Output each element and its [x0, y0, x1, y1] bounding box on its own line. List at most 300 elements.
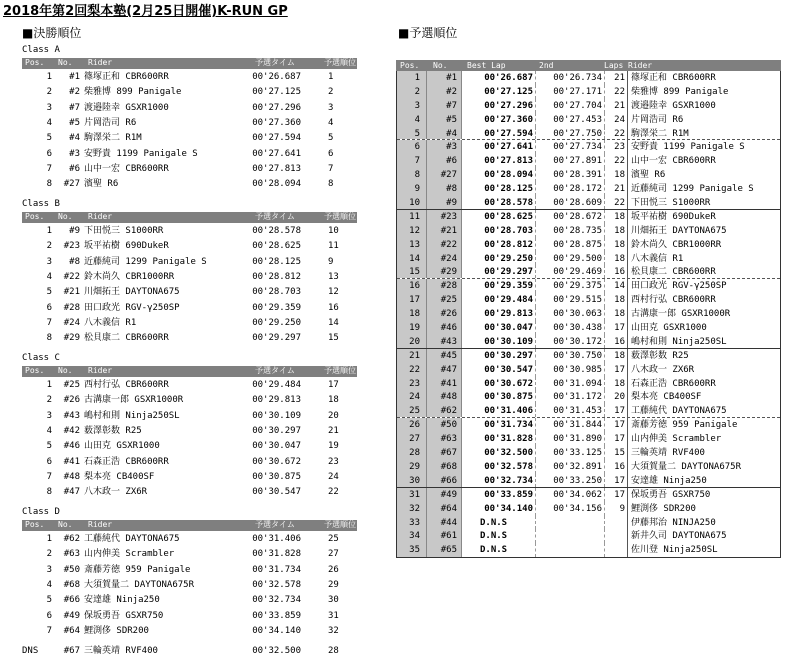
result-rider: 渡邉陸幸 GSXR1000	[84, 102, 169, 113]
result-time: 00'27.360	[252, 117, 301, 128]
qual-pos: 25	[397, 404, 427, 417]
qual-laps: 17	[605, 418, 628, 432]
qual-best-lap: 00'31.406	[462, 404, 536, 417]
col-no-header: No.	[58, 212, 73, 221]
col-time-header: 予選タイム	[255, 212, 295, 221]
result-rank: 1	[328, 72, 334, 82]
result-pos: 1	[46, 72, 52, 82]
qual-no: #48	[427, 390, 462, 404]
qual-pos: 9	[397, 182, 427, 196]
col-pos-header: Pos.	[25, 520, 45, 529]
qual-no: #7	[427, 99, 462, 113]
result-row	[22, 593, 357, 607]
result-rider: 駒澤栄二 R1M	[84, 133, 142, 144]
qualifying-row	[397, 404, 780, 418]
result-no: #5	[69, 117, 80, 128]
result-pos: 3	[46, 102, 52, 113]
result-time: 00'28.578	[252, 226, 301, 236]
result-row	[22, 393, 357, 407]
qual-rider: 下田悦三 S1000RR	[631, 198, 711, 209]
qual-rider: 片岡浩司 R6	[631, 114, 684, 125]
qualifying-row	[397, 140, 780, 154]
qual-rider: 佐川登 Ninja250SL	[631, 545, 718, 556]
result-time: 00'26.687	[252, 72, 301, 82]
final-results-heading: ■決勝順位	[22, 26, 82, 40]
qual-laps: 17	[605, 488, 628, 502]
qual-no: #61	[427, 529, 462, 543]
result-rank: 19	[328, 441, 339, 452]
col-pos-header: Pos.	[25, 58, 45, 67]
result-time: 00'28.625	[252, 241, 301, 252]
result-pos: 3	[46, 256, 52, 267]
result-row	[22, 331, 357, 345]
qualifying-row	[397, 252, 780, 266]
result-time: 00'30.297	[252, 425, 301, 436]
result-row	[22, 409, 357, 423]
result-rider: 片岡浩司 R6	[84, 117, 137, 128]
qual-rider: 安達雄 Ninja250	[631, 475, 707, 486]
result-no: #47	[63, 487, 80, 498]
result-pos: 5	[46, 595, 52, 606]
qualifying-row	[397, 224, 780, 238]
qual-second-lap: 00'34.156	[536, 502, 605, 516]
result-row	[22, 85, 357, 99]
qual-second-lap	[536, 529, 605, 543]
qualifying-row	[397, 488, 780, 502]
qualifying-row	[397, 238, 780, 252]
col-rank-header: 予選順位	[324, 212, 356, 221]
qual-best-lap: 00'27.594	[462, 127, 536, 140]
qual-rider: 薮澤彰数 R25	[631, 350, 689, 361]
qual-no: #9	[427, 196, 462, 209]
result-no: #21	[63, 287, 80, 298]
qual-second-lap: 00'30.438	[536, 321, 605, 335]
result-pos: 7	[46, 163, 52, 174]
qual-best-lap: 00'28.094	[462, 168, 536, 182]
result-rider: 梨本亮 CB400SF	[84, 471, 155, 482]
result-pos: 5	[46, 133, 52, 144]
qual-no: #23	[427, 210, 462, 224]
qual-pos: 30	[397, 474, 427, 487]
col-rider-header: Rider	[88, 520, 113, 529]
qual-best-lap: 00'30.875	[462, 390, 536, 404]
result-rank: 30	[328, 595, 339, 606]
result-rank: 31	[328, 610, 339, 621]
qual-second-lap: 00'29.469	[536, 265, 605, 278]
result-rider: 松貝康二 CBR600RR	[84, 333, 169, 344]
qual-best-lap: 00'29.484	[462, 293, 536, 307]
result-no: #25	[63, 380, 80, 390]
result-no: #2	[69, 87, 80, 98]
result-time: 00'27.594	[252, 133, 301, 144]
qual-laps: 17	[605, 321, 628, 335]
qual-laps: 22	[605, 127, 628, 140]
qual-best-lap: 00'29.250	[462, 252, 536, 266]
qual-pos: 28	[397, 446, 427, 460]
result-row	[22, 239, 357, 253]
qual-rider: 田口政光 RGV-γ250SP	[631, 281, 727, 292]
result-rank: 10	[328, 226, 339, 236]
result-rank: 8	[328, 179, 334, 190]
qual-no: #63	[427, 432, 462, 446]
qual-best-lap: 00'32.578	[462, 460, 536, 474]
result-rank: 16	[328, 302, 339, 313]
qualifying-row	[397, 127, 780, 141]
qual-rider: 斎藤芳徳 959 Panigale	[631, 420, 738, 431]
result-time: 00'30.547	[252, 487, 301, 498]
qual-no: #47	[427, 363, 462, 377]
qual-laps	[605, 543, 628, 557]
qual-no: #44	[427, 516, 462, 530]
result-rider: 安達雄 Ninja250	[84, 595, 160, 606]
result-time: 00'32.734	[252, 595, 301, 606]
qual-laps	[605, 529, 628, 543]
result-pos: 6	[46, 456, 52, 467]
qual-rider: 安野貴 1199 Panigale S	[631, 142, 745, 153]
result-rider: 篠塚正和 CBR600RR	[84, 72, 169, 82]
result-pos: 6	[46, 610, 52, 621]
qual-pos: 20	[397, 335, 427, 348]
qual-pos: 33	[397, 516, 427, 530]
qual-second-lap: 00'30.063	[536, 307, 605, 321]
qual-laps: 21	[605, 182, 628, 196]
result-pos: 2	[46, 241, 52, 252]
result-rider: 下田悦三 S1000RR	[84, 226, 164, 236]
qual-rider: 工藤純代 DAYTONA675	[631, 406, 727, 417]
result-rider: 保坂勇吾 GSXR750	[84, 610, 164, 621]
result-no: #26	[63, 395, 80, 406]
qual-no: #21	[427, 224, 462, 238]
qualifying-row	[397, 321, 780, 335]
qual-laps: 17	[605, 404, 628, 417]
qual-rider: 鯉渕侈 SDR200	[631, 503, 696, 514]
qual-pos: 32	[397, 502, 427, 516]
result-rider: 安野貴 1199 Panigale S	[84, 148, 198, 159]
col-laps-header: Laps	[604, 61, 624, 70]
qual-pos: 2	[397, 85, 427, 99]
qual-pos: 14	[397, 252, 427, 266]
qual-second-lap: 00'27.891	[536, 154, 605, 168]
qual-pos: 19	[397, 321, 427, 335]
col-time-header: 予選タイム	[255, 520, 295, 529]
result-pos: 5	[46, 287, 52, 298]
result-time: 00'28.812	[252, 271, 301, 282]
qualifying-rows	[396, 71, 781, 558]
result-row	[22, 224, 357, 238]
result-time: 00'30.875	[252, 471, 301, 482]
qual-rider: 八木義信 R1	[631, 253, 684, 264]
qual-second-lap: 00'28.172	[536, 182, 605, 196]
qual-second-lap: 00'28.609	[536, 196, 605, 209]
result-rank: 25	[328, 534, 339, 544]
qual-no: #66	[427, 474, 462, 487]
result-rank: 18	[328, 395, 339, 406]
result-time: 00'32.578	[252, 579, 301, 590]
qual-rider: 山内伸美 Scrambler	[631, 434, 722, 445]
result-no: #8	[69, 256, 80, 267]
qual-second-lap: 00'28.672	[536, 210, 605, 224]
qual-laps: 17	[605, 432, 628, 446]
result-pos: 1	[46, 534, 52, 544]
col-best-header: Best Lap	[467, 61, 506, 70]
dns-rank: 28	[328, 646, 339, 656]
qual-laps: 21	[605, 99, 628, 113]
qual-second-lap: 00'31.890	[536, 432, 605, 446]
qual-rider: 川畑拓王 DAYTONA675	[631, 225, 727, 236]
qual-no: #26	[427, 307, 462, 321]
dns-pos: DNS	[22, 646, 39, 656]
result-pos: 4	[46, 271, 52, 282]
result-no: #66	[63, 595, 80, 606]
result-row	[22, 609, 357, 623]
qual-best-lap: 00'27.641	[462, 140, 536, 154]
qual-laps: 18	[605, 252, 628, 266]
result-rider: 石森正浩 CBR600RR	[84, 456, 169, 467]
col-rider-header: Rider	[88, 366, 113, 375]
qual-rider: 梨本亮 CB400SF	[631, 392, 702, 403]
result-rider: 川畑拓王 DAYTONA675	[84, 287, 180, 298]
qual-best-lap: 00'30.047	[462, 321, 536, 335]
qualifying-row	[397, 182, 780, 196]
qual-best-lap: 00'33.859	[462, 488, 536, 502]
qual-rider: 三輪英靖 RVF400	[631, 448, 705, 459]
result-pos: 8	[46, 179, 52, 190]
result-rank: 24	[328, 471, 339, 482]
qualifying-row	[397, 196, 780, 210]
result-rider: 田口政光 RGV-γ250SP	[84, 302, 180, 313]
qual-best-lap: 00'31.828	[462, 432, 536, 446]
result-time: 00'29.250	[252, 317, 301, 328]
col-time-header: 予選タイム	[255, 58, 295, 67]
qual-pos: 26	[397, 418, 427, 432]
qualifying-row	[397, 335, 780, 349]
qual-best-lap: 00'32.734	[462, 474, 536, 487]
qual-pos: 15	[397, 265, 427, 278]
qual-best-lap: 00'31.734	[462, 418, 536, 432]
result-rank: 20	[328, 410, 339, 421]
qual-best-lap: 00'27.813	[462, 154, 536, 168]
result-time: 00'29.484	[252, 380, 301, 390]
qual-pos: 29	[397, 460, 427, 474]
final-header-row	[22, 520, 357, 531]
qualifying-row	[397, 377, 780, 391]
col-rider-header: Rider	[88, 212, 113, 221]
result-no: #49	[63, 610, 80, 621]
qual-laps: 22	[605, 85, 628, 99]
result-time: 00'27.813	[252, 163, 301, 174]
col-pos-header: Pos.	[400, 61, 420, 70]
qual-laps: 16	[605, 335, 628, 348]
qual-best-lap: 00'27.360	[462, 113, 536, 127]
qual-second-lap: 00'27.171	[536, 85, 605, 99]
result-no: #23	[63, 241, 80, 252]
qual-second-lap: 00'33.250	[536, 474, 605, 487]
result-rider: 斎藤芳徳 959 Panigale	[84, 564, 191, 575]
result-row	[22, 439, 357, 453]
result-row	[22, 270, 357, 284]
result-time: 00'29.359	[252, 302, 301, 313]
qual-rider: 山中一宏 CBR600RR	[631, 156, 716, 167]
result-rank: 4	[328, 117, 334, 128]
result-row	[22, 177, 357, 191]
result-rank: 29	[328, 579, 339, 590]
col-rank-header: 予選順位	[324, 366, 356, 375]
result-rank: 27	[328, 549, 339, 560]
result-time: 00'30.672	[252, 456, 301, 467]
result-rank: 6	[328, 148, 334, 159]
result-rank: 15	[328, 333, 339, 344]
qual-no: #28	[427, 279, 462, 293]
qual-pos: 11	[397, 210, 427, 224]
qual-best-lap: 00'29.813	[462, 307, 536, 321]
result-no: #46	[63, 441, 80, 452]
qual-pos: 23	[397, 377, 427, 391]
qual-no: #8	[427, 182, 462, 196]
qual-second-lap: 00'31.844	[536, 418, 605, 432]
qual-second-lap: 00'32.891	[536, 460, 605, 474]
result-time: 00'31.406	[252, 534, 301, 544]
qual-pos: 4	[397, 113, 427, 127]
result-rider: 嶋村和則 Ninja250SL	[84, 410, 180, 421]
qual-rider: 大須賀量二 DAYTONA675R	[631, 461, 742, 472]
qual-no: #46	[427, 321, 462, 335]
result-time: 00'31.828	[252, 549, 301, 560]
qual-best-lap: 00'28.703	[462, 224, 536, 238]
result-rank: 2	[328, 87, 334, 98]
qual-second-lap: 00'31.453	[536, 404, 605, 417]
result-pos: 7	[46, 625, 52, 636]
qual-best-lap: 00'30.297	[462, 349, 536, 363]
qual-rider: 渡邉陸幸 GSXR1000	[631, 100, 716, 111]
qual-pos: 16	[397, 279, 427, 293]
qual-rider: 古溝康一郎 GSXR1000R	[631, 309, 731, 320]
result-row	[22, 301, 357, 315]
qual-rider: 坂平祐樹 690DukeR	[631, 211, 716, 222]
qual-best-lap: 00'28.578	[462, 196, 536, 209]
qualifying-row	[397, 363, 780, 377]
result-row	[22, 101, 357, 115]
col-2nd-header: 2nd	[539, 61, 554, 70]
qual-laps: 16	[605, 460, 628, 474]
class-label: Class B	[22, 199, 60, 209]
qual-second-lap: 00'26.734	[536, 71, 605, 85]
qual-best-lap: 00'29.297	[462, 265, 536, 278]
result-rider: 鯉渕侈 SDR200	[84, 625, 149, 636]
result-rank: 9	[328, 256, 334, 267]
result-rank: 21	[328, 425, 339, 436]
qual-rider: 山田克 GSXR1000	[631, 323, 707, 334]
col-no-header: No.	[58, 520, 73, 529]
qual-rider: 保坂勇吾 GSXR750	[631, 489, 711, 500]
result-pos: 4	[46, 425, 52, 436]
result-rank: 22	[328, 487, 339, 498]
qualifying-row	[397, 265, 780, 279]
result-pos: 7	[46, 471, 52, 482]
result-row	[22, 532, 357, 546]
col-no-header: No.	[58, 366, 73, 375]
col-pos-header: Pos.	[25, 366, 45, 375]
qual-no: #62	[427, 404, 462, 417]
qual-second-lap: 00'27.734	[536, 140, 605, 154]
qual-laps: 18	[605, 377, 628, 391]
qualifying-row	[397, 432, 780, 446]
final-header-row	[22, 58, 357, 69]
qual-best-lap: 00'30.547	[462, 363, 536, 377]
qual-rider: 西村行弘 CBR600RR	[631, 295, 716, 306]
result-rank: 17	[328, 380, 339, 390]
qual-second-lap: 00'29.375	[536, 279, 605, 293]
qual-second-lap: 00'29.515	[536, 293, 605, 307]
qual-best-lap: 00'28.125	[462, 182, 536, 196]
qual-second-lap: 00'27.750	[536, 127, 605, 140]
col-rank-header: 予選順位	[324, 520, 356, 529]
qualifying-row	[397, 460, 780, 474]
qualifying-row	[397, 307, 780, 321]
qual-laps: 16	[605, 265, 628, 278]
result-rider: 工藤純代 DAYTONA675	[84, 534, 180, 544]
result-pos: 8	[46, 333, 52, 344]
result-row	[22, 316, 357, 330]
qualifying-row	[397, 543, 780, 557]
qual-no: #4	[427, 127, 462, 140]
qualifying-row	[397, 446, 780, 460]
qualifying-row	[397, 349, 780, 363]
final-header-row	[22, 366, 357, 377]
qual-rider: 松貝康二 CBR600RR	[631, 267, 716, 278]
qual-pos: 13	[397, 238, 427, 252]
result-no: #62	[63, 534, 80, 544]
result-rider: 山田克 GSXR1000	[84, 441, 160, 452]
result-row	[22, 470, 357, 484]
result-pos: 3	[46, 564, 52, 575]
result-time: 00'28.094	[252, 179, 301, 190]
result-row	[22, 285, 357, 299]
qual-laps: 18	[605, 168, 628, 182]
result-rider: 鈴木尚久 CBR1000RR	[84, 271, 175, 282]
qual-best-lap: D.N.S	[462, 516, 536, 530]
final-header-row	[22, 212, 357, 223]
col-rider-header: Rider	[88, 58, 113, 67]
result-row	[22, 485, 357, 499]
result-pos: 6	[46, 148, 52, 159]
result-no: #7	[69, 102, 80, 113]
qual-no: #5	[427, 113, 462, 127]
qualifying-row	[397, 502, 780, 516]
result-time: 00'34.140	[252, 625, 301, 636]
result-time: 00'28.125	[252, 256, 301, 267]
qual-second-lap: 00'29.500	[536, 252, 605, 266]
qual-pos: 12	[397, 224, 427, 238]
result-rank: 5	[328, 133, 334, 144]
result-row	[22, 255, 357, 269]
result-rank: 14	[328, 317, 339, 328]
result-rider: 濱聖 R6	[84, 179, 119, 190]
result-no: #29	[63, 333, 80, 344]
result-pos: 1	[46, 380, 52, 390]
qual-no: #1	[427, 71, 462, 85]
result-no: #48	[63, 471, 80, 482]
result-pos: 6	[46, 302, 52, 313]
qual-best-lap: D.N.S	[462, 543, 536, 557]
result-row	[22, 70, 357, 84]
qual-laps: 22	[605, 154, 628, 168]
qual-rider: 伊藤邦治 NINJA250	[631, 517, 716, 528]
qual-no: #65	[427, 543, 462, 557]
result-pos: 7	[46, 317, 52, 328]
qual-no: #49	[427, 488, 462, 502]
result-rank: 23	[328, 456, 339, 467]
qual-no: #64	[427, 502, 462, 516]
